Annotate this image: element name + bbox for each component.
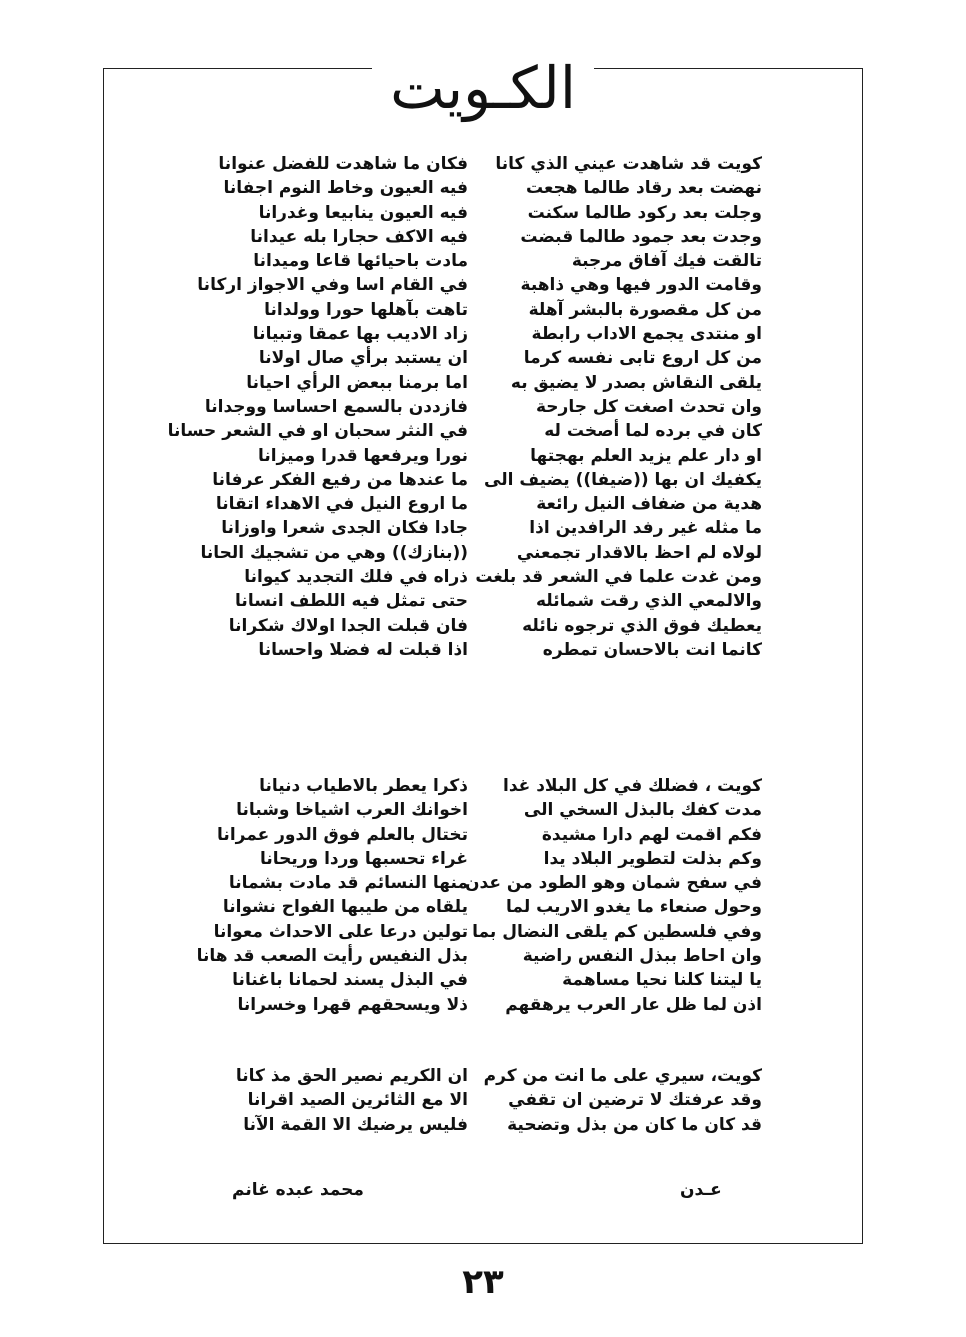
verse-line: فيه العيون وخاط النوم اجفانا: [223, 178, 468, 199]
verse-line: ما عندها من رفيع الفكر عرفانا: [212, 469, 468, 490]
verse-line: في النثر سحبان او في الشعر حسانا: [167, 421, 468, 442]
verse-line: اذن لما ظل عار العرب يرهقهم: [505, 994, 762, 1015]
verse-line: او منتدى يجمع الاداب رابطة: [531, 324, 762, 345]
verse-line: فيه الاكف حجارا بله عيدانا: [250, 226, 468, 247]
verse-line: وقامت الدور فيها وهي ذاهبة: [520, 275, 762, 296]
verse-line: تولين درعا على الاحداث معوانا: [213, 921, 468, 942]
verse-line: ما اروع النيل في الاهداء اتقانا: [215, 494, 468, 515]
author-signature: محمد عبده غانم: [232, 1180, 364, 1200]
verse-line: لولاه لم احظ بالاقدار تجمعني: [516, 542, 762, 563]
verse-line: فكم اقمت لهم دارا مشيدة: [541, 824, 762, 845]
verse-line: قد كان ما كان من بذل وتضحية: [507, 1114, 762, 1135]
verse-line: مدت كفك بالبذل السخي الى: [523, 800, 762, 821]
verse-line: في القام اسا وفي الاجواز اركانا: [197, 275, 468, 296]
verse-line: في البذل يسند لحمانا باغنانا: [232, 970, 468, 991]
verse-line: في سفح شمان وهو الطود من عدن: [465, 873, 762, 894]
verse-line: وفي فلسطين كم يلقى النضال بما: [472, 921, 762, 942]
verse-line: وقد عرفتك لا ترضين ان تقفي: [508, 1090, 762, 1111]
verse-line: زاد الاديب بها عمقا وتبيانا: [252, 324, 468, 345]
verse-line: يلقاه من طيبها الفواح نشوانا: [222, 897, 468, 918]
verse-line: وان تحدث اصغت كل جارحة: [535, 396, 762, 417]
verse-line: يكفيك ان بها ((ضيفا)) يضيف الى: [484, 469, 762, 490]
verse-line: يعطيك فوق الذي ترجوه نائله: [522, 615, 762, 636]
verse-line: او دار علم يزيد العلم بهجتها: [530, 445, 762, 466]
verse-line: اذا قبلت له فضلا واحسانا: [258, 639, 468, 660]
verse-line: مادت باحيائها قاعا وميدانا: [253, 251, 468, 272]
verse-line: كويت، سيري على ما انت من كرم: [483, 1066, 762, 1086]
verse-line: منها النسائم قد مادت بشمانا: [228, 873, 468, 894]
verse-line: حتى تمثل فيه اللطف انسانا: [235, 591, 468, 612]
verse-line: ذكرا يعطر بالاطياب دنيانا: [259, 776, 468, 796]
page-number: ٢٣: [462, 1262, 504, 1302]
verse-line: وجلت بعد ركود طالما سكنت: [527, 202, 762, 223]
place-signature: عـدن: [680, 1180, 722, 1200]
verse-line: وكم بذلت لتطوير البلاد يدا: [543, 848, 762, 869]
page-title: الكـويت: [0, 48, 966, 128]
verse-line: كان في برده لما أصخت له: [544, 421, 762, 442]
verse-line: يلقى النقاش بصدر لا يضيق به: [510, 372, 762, 393]
verse-line: نورا ويرفعها قدرا وميزانا: [257, 445, 468, 466]
stanza-3-left-column: [232, 1064, 468, 1137]
verse-line: تاهت بآهلها حورا وولدانا: [264, 299, 468, 320]
stanza-2-left-column: [196, 774, 468, 1017]
stanza-1-left-column: [167, 152, 468, 662]
verse-line: والالمعي الذي رقت شمائله: [535, 591, 762, 612]
verse-line: كانما انت بالاحسان تمطره: [542, 639, 762, 660]
stanza-2-right-column: [465, 774, 762, 1017]
verse-line: فان قبلت الجدا اولاك شكرانا: [228, 615, 468, 636]
verse-line: ذراه في فلك التجديد كيوانا: [244, 567, 468, 588]
verse-line: اما برمنا ببعض الرأي احيانا: [246, 372, 468, 393]
verse-line: وحول صنعاء ما يغدو الاريب لما: [506, 897, 762, 918]
verse-line: من كل مقصورة بالبشر آهلة: [528, 299, 762, 320]
verse-line: تالقت فيك آفاق مرجبة: [571, 251, 762, 272]
stanza-3-right-column: [483, 1064, 762, 1137]
verse-line: فازددن بالسمع احساسا ووجدانا: [204, 396, 468, 417]
verse-line: بذل النفيس رأيت الصعب قد هانا: [196, 946, 468, 967]
verse-line: وجدت بعد جمود طالما قبضت: [520, 226, 762, 247]
verse-line: كويت قد شاهدت عيني الذي كانا: [495, 154, 762, 174]
verse-line: غراء تحسبها وردا وريحانا: [260, 848, 468, 869]
verse-line: ان الكريم نصير الحق مذ كانا: [235, 1066, 468, 1086]
verse-line: من كل اروع تابى نفسه كرما: [523, 348, 762, 369]
verse-line: ومن غدت علما في الشعر قد بلغت: [475, 567, 762, 588]
verse-line: كويت ، فضلك في كل البلاد غدا: [503, 776, 762, 796]
verse-line: وان احاط ببذل النفس راضية: [522, 946, 762, 967]
verse-line: فيه العيون ينابيعا وغدرانا: [258, 202, 468, 223]
verse-line: تختال بالعلم فوق الدور عمرانا: [217, 824, 468, 845]
verse-line: نهضت بعد رقاد طالما هجعت: [525, 178, 762, 199]
verse-line: الا مع الثائرين الصيد اقرانا: [247, 1090, 468, 1111]
verse-line: يا ليتنا كلنا نحيا مساهمة: [562, 970, 762, 991]
verse-line: اخوانك العرب اشياخا وشبانا: [236, 800, 468, 821]
verse-line: ((بنازك)) وهي من تشجيك الحانا: [200, 542, 468, 563]
verse-line: فكان ما شاهدت للفضل عنوانا: [218, 154, 468, 174]
verse-line: ذلا ويسحقهم قهرا وخسرانا: [237, 994, 468, 1015]
verse-line: جادا فكان الجدى شعرا واوزانا: [221, 518, 468, 539]
verse-line: ما مثله غير رفد الرافدين اذا: [529, 518, 762, 539]
verse-line: هدية من ضفاف النيل رائعة: [536, 494, 762, 515]
verse-line: فليس يرضيك الا القمة الآنا: [243, 1114, 468, 1135]
stanza-1-right-column: [475, 152, 762, 662]
verse-line: ان يستبد برأي صال اولانا: [258, 348, 468, 369]
